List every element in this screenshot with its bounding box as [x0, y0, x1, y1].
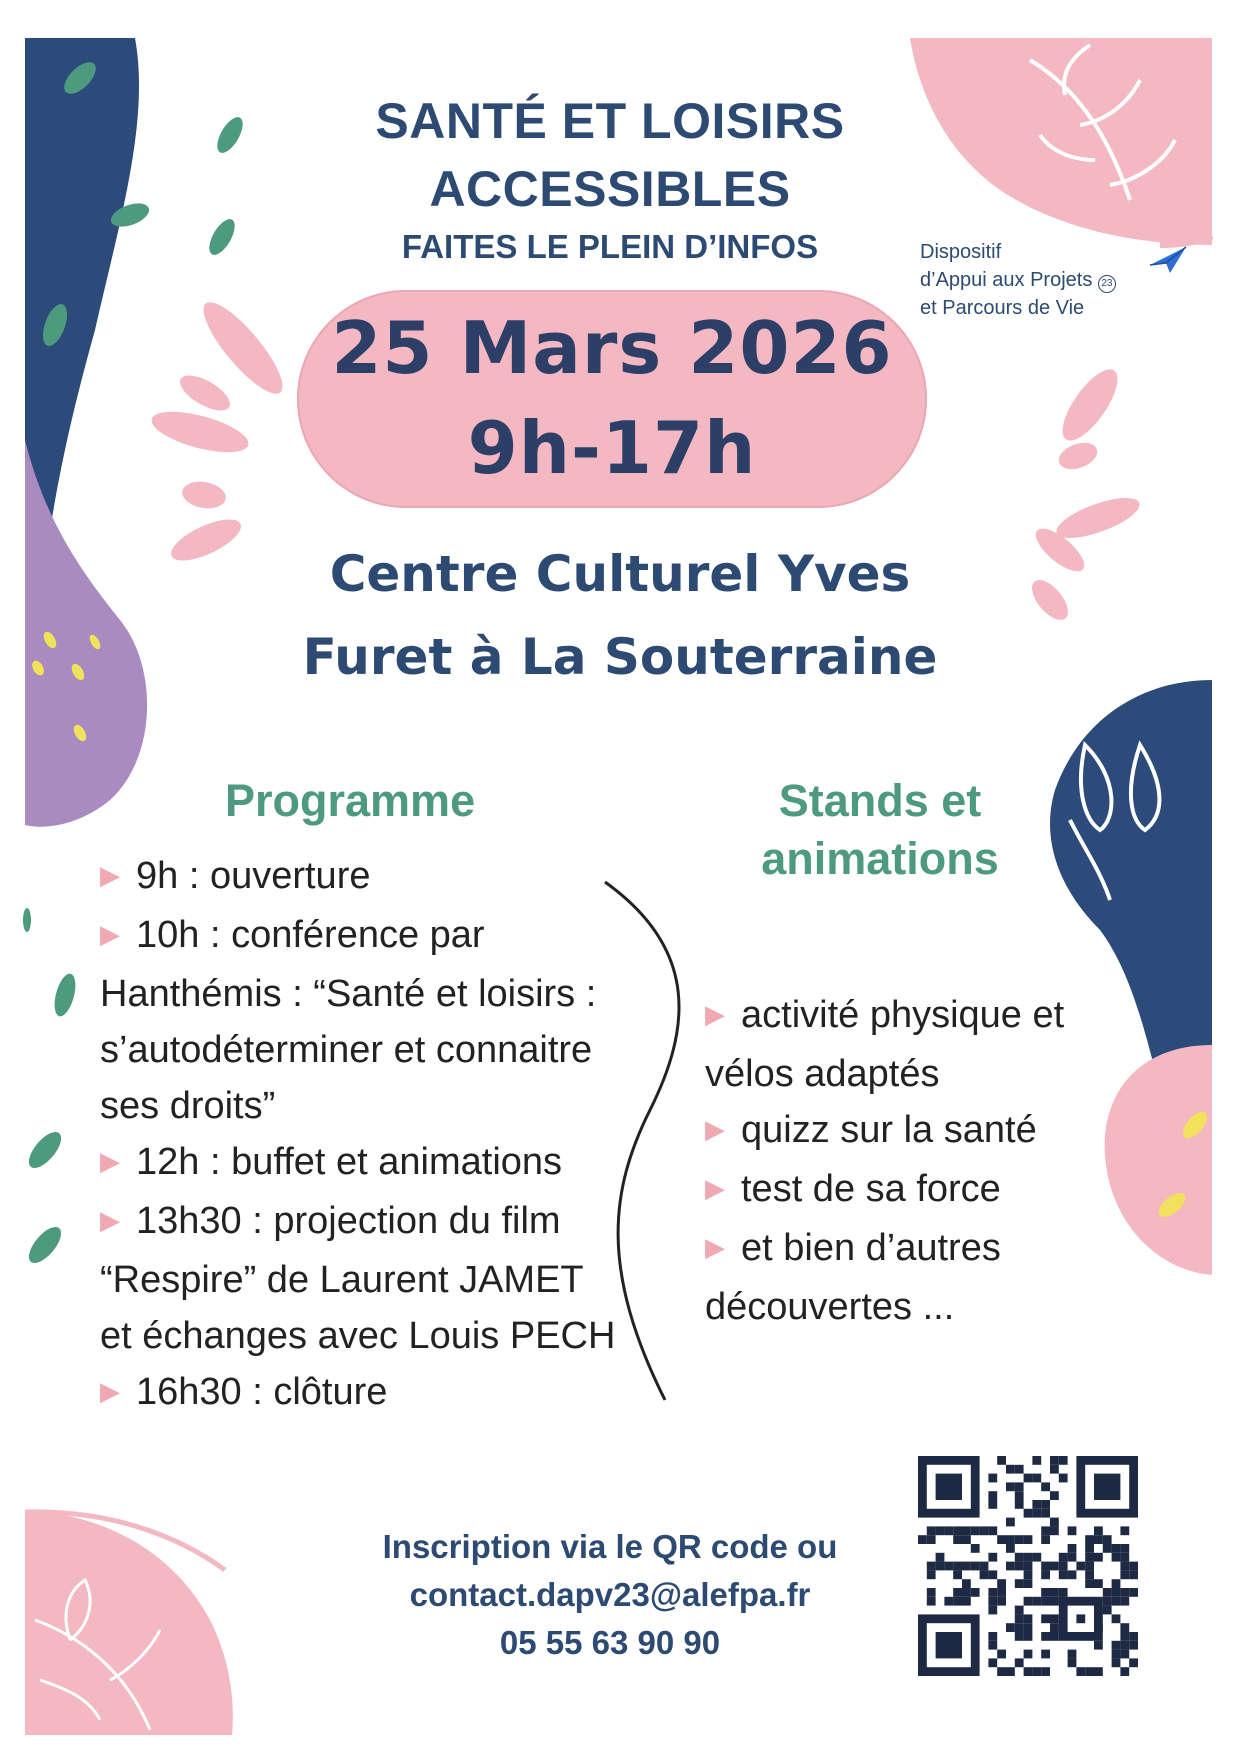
triangle-right-icon: ▶: [100, 1376, 120, 1406]
programme-item: ▶ 13h30 : projection du film “Respire” de Laurent JAMET et échanges avec Louis PECH: [100, 1200, 616, 1357]
stands-list: [705, 987, 1105, 1335]
programme-item: ▶ 16h30 : clôture: [100, 1371, 388, 1413]
paper-plane-icon: [1148, 245, 1188, 275]
stands-item: ▶ test de sa force: [705, 1168, 1001, 1210]
dapv-logo-line-1: Dispositif: [920, 241, 1002, 263]
dapv-logo-line-3: et Parcours de Vie: [920, 297, 1085, 319]
dapv-logo-line-2: d’Appui aux Projets 23: [920, 266, 1116, 294]
stands-item: ▶ activité physique et vélos adaptés: [705, 994, 1065, 1095]
stands-item: ▶ quizz sur la santé: [705, 1109, 1037, 1151]
venue-line-2: Furet à La Souterraine: [302, 628, 938, 686]
programme-heading: Programme: [225, 775, 476, 826]
programme-item: ▶ 12h : buffet et animations: [100, 1141, 563, 1183]
stands-item: ▶ et bien d’autres découvertes ...: [705, 1227, 1001, 1328]
triangle-right-icon: ▶: [705, 1114, 725, 1144]
triangle-right-icon: ▶: [100, 860, 120, 890]
triangle-right-icon: ▶: [705, 1173, 725, 1203]
contact-email[interactable]: contact.dapv23@alefpa.fr: [409, 1576, 811, 1613]
qr-code[interactable]: [918, 1456, 1138, 1676]
title-line-1: SANTÉ ET LOISIRS: [375, 93, 845, 149]
event-date: 25 Mars 2026: [331, 306, 893, 390]
programme-item: ▶ 9h : ouverture: [100, 855, 371, 897]
triangle-right-icon: ▶: [100, 919, 120, 949]
triangle-right-icon: ▶: [705, 999, 725, 1029]
event-hours: 9h-17h: [467, 406, 757, 490]
dapv-badge: 23: [1098, 275, 1116, 293]
stands-heading: Stands et animations: [761, 775, 999, 884]
triangle-right-icon: ▶: [100, 1205, 120, 1235]
programme-list: [100, 848, 620, 1423]
registration-text: Inscription via le QR code ou: [382, 1528, 838, 1565]
programme-item: ▶ 10h : conférence par Hanthémis : “Santé et loisirs : s’autodéterminer et connaitre ses droits”: [100, 914, 597, 1127]
contact-phone: 05 55 63 90 90: [499, 1624, 721, 1661]
triangle-right-icon: ▶: [100, 1146, 120, 1176]
title-line-2: ACCESSIBLES: [429, 161, 791, 217]
triangle-right-icon: ▶: [705, 1232, 725, 1262]
venue-line-1: Centre Culturel Yves: [329, 545, 911, 603]
subtitle: FAITES LE PLEIN D’INFOS: [401, 228, 819, 265]
dapv-logo: [920, 238, 1116, 322]
